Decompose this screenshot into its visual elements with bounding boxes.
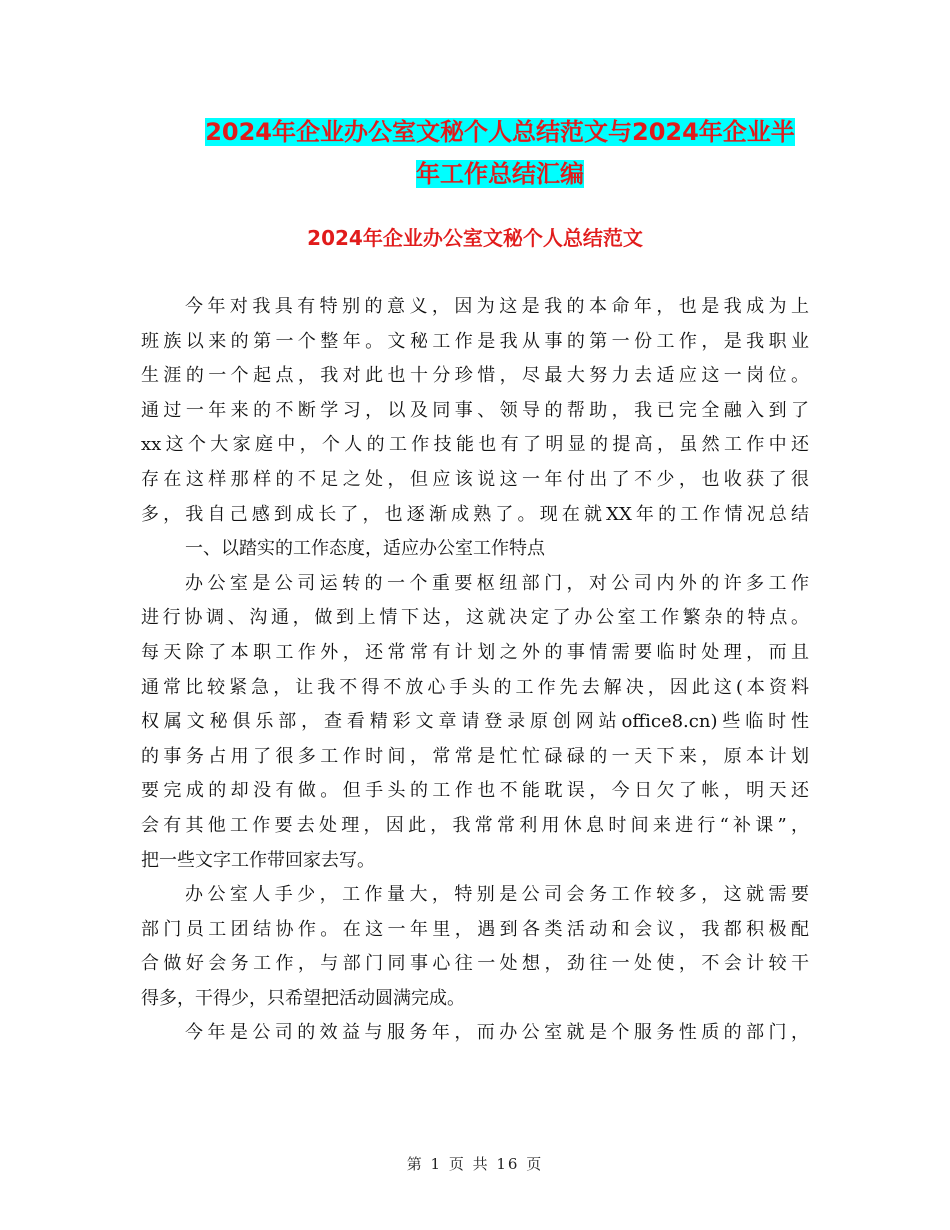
text-line: 通常比较紧急，让我不得不放心手头的工作先去解决，因此这(本资料 — [141, 676, 809, 698]
text-line: 进行协调、沟通，做到上情下达，这就决定了办公室工作繁杂的特点。 — [141, 607, 809, 629]
text-line: 权属文秘俱乐部，查看精彩文章请登录原创网站office8.cn)些临时性 — [141, 711, 809, 733]
main-title-line-2 — [140, 152, 860, 196]
text-line: 把一些文字工作带回家去写。 — [141, 849, 375, 871]
text-line: 今年是公司的效益与服务年，而办公室就是个服务性质的部门， — [185, 1022, 809, 1044]
text-line: 得多，干得少，只希望把活动圆满完成。 — [141, 987, 465, 1009]
page-footer: 第 1 页 共 16 页 — [406, 1155, 544, 1173]
section-title: 2024年企业办公室文秘个人总结范文 — [307, 226, 643, 250]
text-line: 生涯的一个起点，我对此也十分珍惜，尽最大努力去适应这一岗位。 — [141, 365, 809, 387]
text-line: 多，我自己感到成长了，也逐渐成熟了。现在就XX年的工作情况总结 — [141, 503, 809, 525]
text-line: 要完成的却没有做。但手头的工作也不能耽误，今日欠了帐，明天还 — [141, 780, 809, 802]
main-title-line-2-text: 年工作总结汇编 — [416, 160, 584, 188]
text-line: 部门员工团结协作。在这一年里，遇到各类活动和会议，我都积极配 — [141, 918, 809, 940]
text-line: 通过一年来的不断学习，以及同事、领导的帮助，我已完全融入到了 — [141, 399, 809, 421]
text-line: 合做好会务工作，与部门同事心往一处想，劲往一处使，不会计较干 — [141, 953, 809, 975]
main-title-line-1-text: 2024年企业办公室文秘个人总结范文与2024年企业半 — [205, 118, 795, 146]
body-text — [141, 290, 809, 1051]
text-line: 存在这样那样的不足之处，但应该说这一年付出了不少，也收获了很 — [141, 468, 809, 490]
text-line: 今年对我具有特别的意义，因为这是我的本命年，也是我成为上 — [185, 296, 809, 317]
text-line: 办公室人手少，工作量大，特别是公司会务工作较多，这就需要 — [185, 884, 809, 906]
text-line: 班族以来的第一个整年。文秘工作是我从事的第一份工作，是我职业 — [141, 330, 809, 352]
text-line: 会有其他工作要去处理，因此，我常常利用休息时间来进行“补课”， — [141, 814, 809, 836]
text-line: xx这个大家庭中，个人的工作技能也有了明显的提高，虽然工作中还 — [141, 434, 809, 456]
text-line: 办公室是公司运转的一个重要枢纽部门，对公司内外的许多工作 — [185, 572, 809, 594]
text-line: 一、以踏实的工作态度，适应办公室工作特点 — [185, 538, 545, 560]
text-line: 每天除了本职工作外，还常常有计划之外的事情需要临时处理，而且 — [141, 641, 809, 663]
text-line: 的事务占用了很多工作时间，常常是忙忙碌碌的一天下来，原本计划 — [141, 745, 809, 767]
main-title-line-1 — [140, 110, 860, 154]
